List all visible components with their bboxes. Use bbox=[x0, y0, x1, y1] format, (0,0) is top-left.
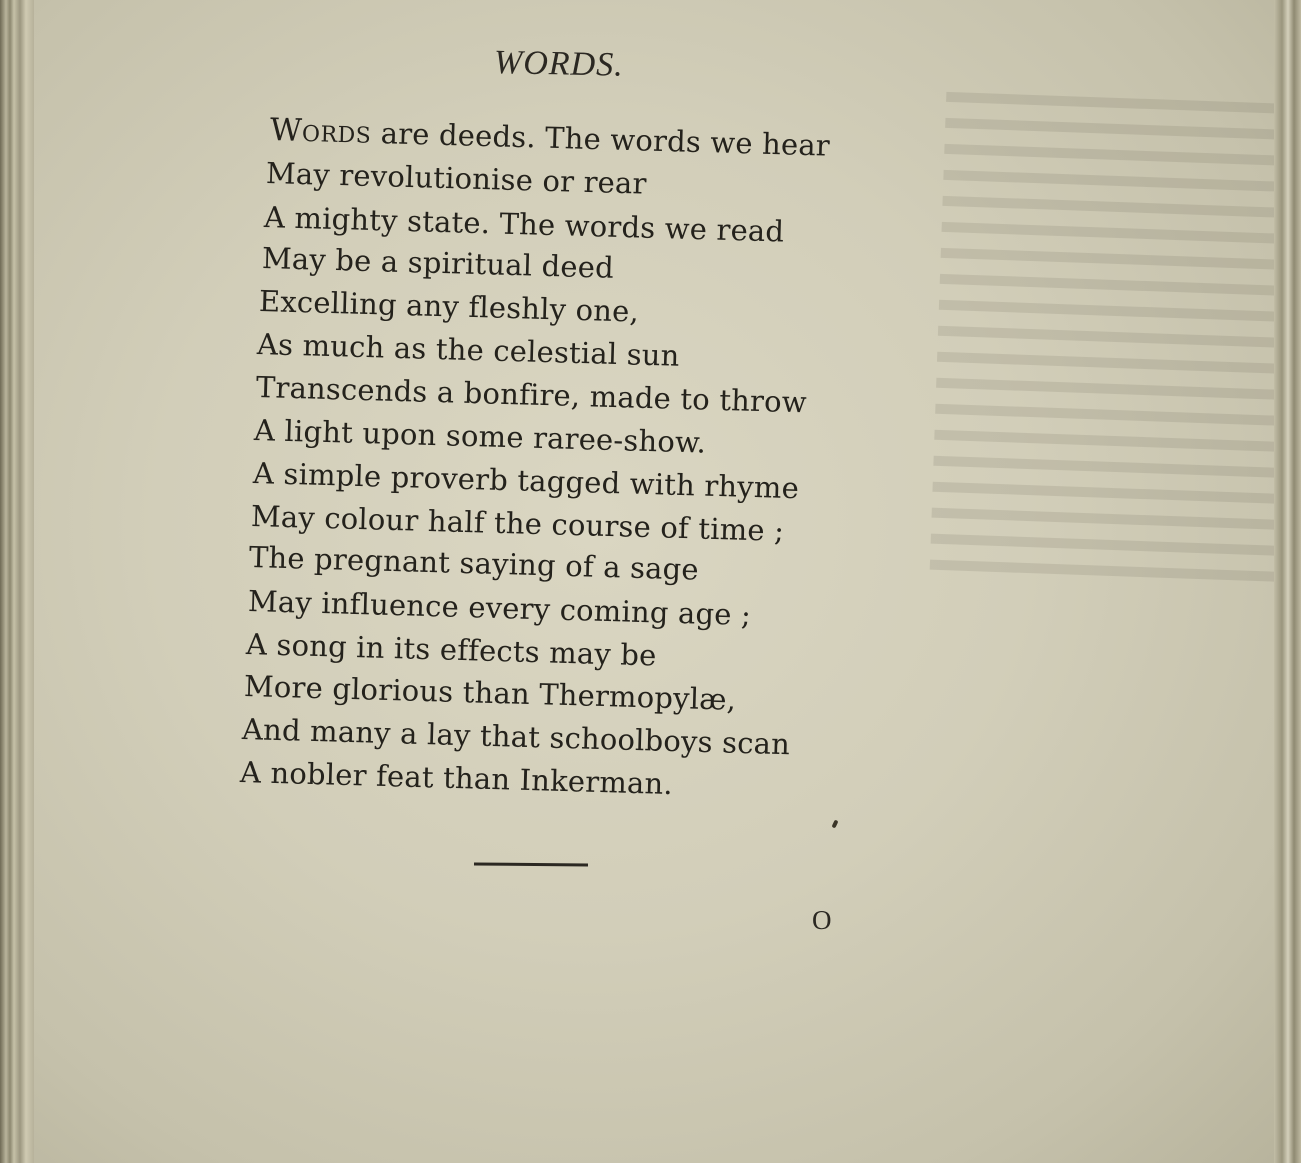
show-through-text bbox=[918, 0, 1301, 906]
right-page-edge bbox=[1274, 0, 1301, 1163]
poem-line: More glorious than Thermopylæ, bbox=[243, 669, 737, 717]
author-signature: O bbox=[812, 905, 832, 935]
poem-line: As much as the celestial sun bbox=[256, 327, 681, 373]
poem-line: A simple proverb tagged with rhyme bbox=[252, 456, 800, 506]
poem-line: May colour half the course of time ; bbox=[250, 499, 785, 548]
first-line-text: are deeds. The words we hear bbox=[370, 115, 831, 163]
small-caps-word: ORDS bbox=[301, 121, 372, 149]
poem-line: May revolutionise or rear bbox=[265, 156, 648, 201]
poem-line: A light upon some raree-show. bbox=[253, 413, 707, 460]
poem-line: May influence every coming age ; bbox=[247, 584, 752, 633]
poem-line: A song in its effects may be bbox=[245, 627, 657, 673]
poem-line: May be a spiritual deed bbox=[261, 241, 615, 285]
poem-line: Transcends a bonfire, made to throw bbox=[255, 370, 808, 420]
poem-line: And many a lay that schoolboys scan bbox=[241, 712, 791, 762]
drop-capital: W bbox=[269, 112, 303, 149]
left-page-edge bbox=[0, 0, 34, 1163]
poem-line: A nobler feat than Inkerman. bbox=[239, 755, 674, 802]
poem-line: Excelling any fleshly one, bbox=[258, 284, 640, 329]
poem-title: WORDS. bbox=[493, 44, 625, 84]
poem-line: The pregnant saying of a sage bbox=[248, 540, 700, 587]
poem-line: A mighty state. The words we read bbox=[263, 200, 785, 249]
